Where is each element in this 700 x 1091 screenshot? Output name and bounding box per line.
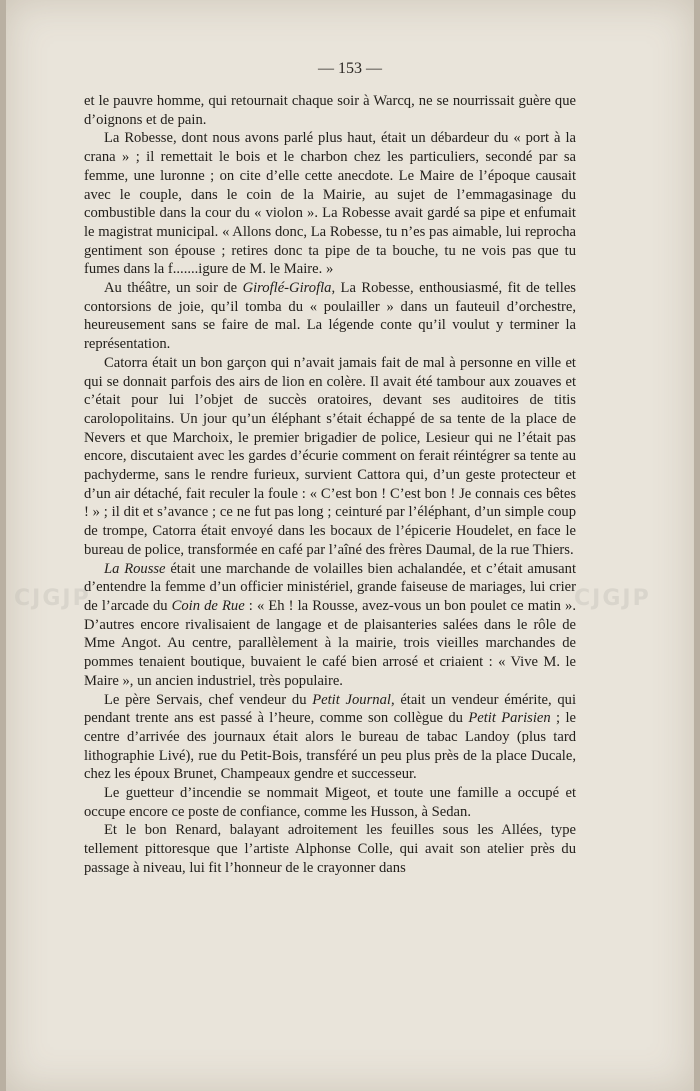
text-run: Catorra était un bon garçon qui n’avait jamais fait de mal à personne en ville et qui se donnait parfois des airs de lion en colère. Il avait été tambour aux zouaves et c’était pour lui l’objet de succès oratoires, devant ses auditoires de titis carolopolitains. Un jour qu’un éléphant s’était échappé de sa tente de la place de Nevers et que Marchoix, le premier brigadier de police, Lesieur qui ne l’était pas encore, discutaient avec les gardes d’écurie comment on ferait réintégrer sa tente au pachyderme, sans le rendre furieux, survient Cattora qui, d’un geste protecteur et d’un air détaché, fait reculer la foule : « C’est bon ! C’est bon ! Je connais ces bêtes ! » ; il dit et s’avance ; ce ne fut pas long ; ceinturé par l’éléphant, d’un simple coup de trompe, Catorra était envoyé dans les bocaux de l’épicerie Houdelet, en face le bureau de police, transformée en café par l’aîné des frères Daumal, de la rue Thiers. [84, 354, 576, 558]
text-run: , était un vendeur émérite, qui pendant trente ans est passé à l’heure, comme son collègue du [84, 691, 577, 727]
text-run: Et le bon Renard, balayant adroitement les feuilles sous les Allées, type tellement pittoresque que l’artiste Alphonse Colle, qui avait son atelier près du passage à niveau, lui fit l’honneur de le crayonner dans [84, 822, 576, 876]
page [6, 0, 694, 1091]
paragraph [84, 560, 576, 691]
italic-title: Petit Parisien [468, 710, 551, 727]
text-run: , La Robesse, enthousiasmé, fit de telles contorsions de joie, qu’il tomba du « poulailler » dans un fauteuil d’orchestre, heureusement sans se faire de mal. La légende conte qu’il voulut y terminer la représentation. [84, 280, 576, 353]
italic-title: Coin de Rue [171, 597, 245, 614]
text-run: était une marchande de volailles bien achalandée, et c’était amusant d’entendre la femme d’un officier ministériel, grande faiseuse de mariages, lui crier de l’arcade du [84, 560, 576, 614]
page-number: — 153 — [318, 60, 382, 77]
paragraph [84, 691, 576, 785]
paragraph [84, 784, 576, 821]
watermark-right: CJGJP [574, 586, 651, 611]
text-run: : « Eh ! la Rousse, avez-vous un bon poulet ce matin ». D’autres encore rivalisaient de langage et de plaisanteries salées dans le rôle de Mme Angot. Au centre, parallèlement à la mairie, trois vieilles marchandes de pommes tenaient boutique, buvaient le café bien arrosé et criaient : « Vive M. le Maire », un ancien industriel, très populaire. [84, 597, 577, 689]
text-run: ; le centre d’arrivée des journaux était alors le bureau de tabac Landoy (plus tard lithographie Livé), rue du Petit-Bois, transféré un peu plus près de la place Ducale, chez les époux Brunet, Champeaux gendre et successeur. [84, 710, 576, 783]
italic-title: Giroflé-Girofla [242, 280, 332, 297]
text-run: La Robesse, dont nous avons parlé plus haut, était un débardeur du « port à la crana » ; il remettait le bois et le charbon chez les particuliers, secondé par sa femme, une luronne ; on cite d’elle cette anecdote. Le Maire de l’époque causait avec le couple, dans le coin de la Mairie, au sujet de l’emmagasinage du combustible dans la cour du « violon ». La Robesse avait gardé sa pipe et enfumait le magistrat municipal. « Allons donc, La Robesse, tu n’es pas aimable, lui reprocha gentiment son épouse ; retires donc ta pipe de ta bouche, tu ne vois pas que tu fumes dans la f.......igure de M. le Maire. » [84, 130, 576, 278]
text-run: Le guetteur d’incendie se nommait Migeot, et toute une famille a occupé et occupe encore ce poste de confiance, comme les Husson, à Sedan. [84, 785, 576, 820]
paragraph [84, 821, 576, 877]
text-run: Le père Servais, chef vendeur du [104, 691, 313, 708]
italic-title: La Rousse [104, 560, 166, 577]
paragraph [84, 279, 576, 354]
paragraph [84, 129, 576, 279]
text-run: Au théâtre, un soir de [104, 280, 243, 297]
body-text [84, 92, 576, 878]
paragraph [84, 92, 576, 129]
watermark-left: CJGJP [14, 586, 91, 611]
text-run: et le pauvre homme, qui retournait chaque soir à Warcq, ne se nourrissait guère que d’oignons et de pain. [84, 93, 576, 128]
paragraph [84, 354, 576, 560]
italic-title: Petit Journal [312, 691, 391, 708]
